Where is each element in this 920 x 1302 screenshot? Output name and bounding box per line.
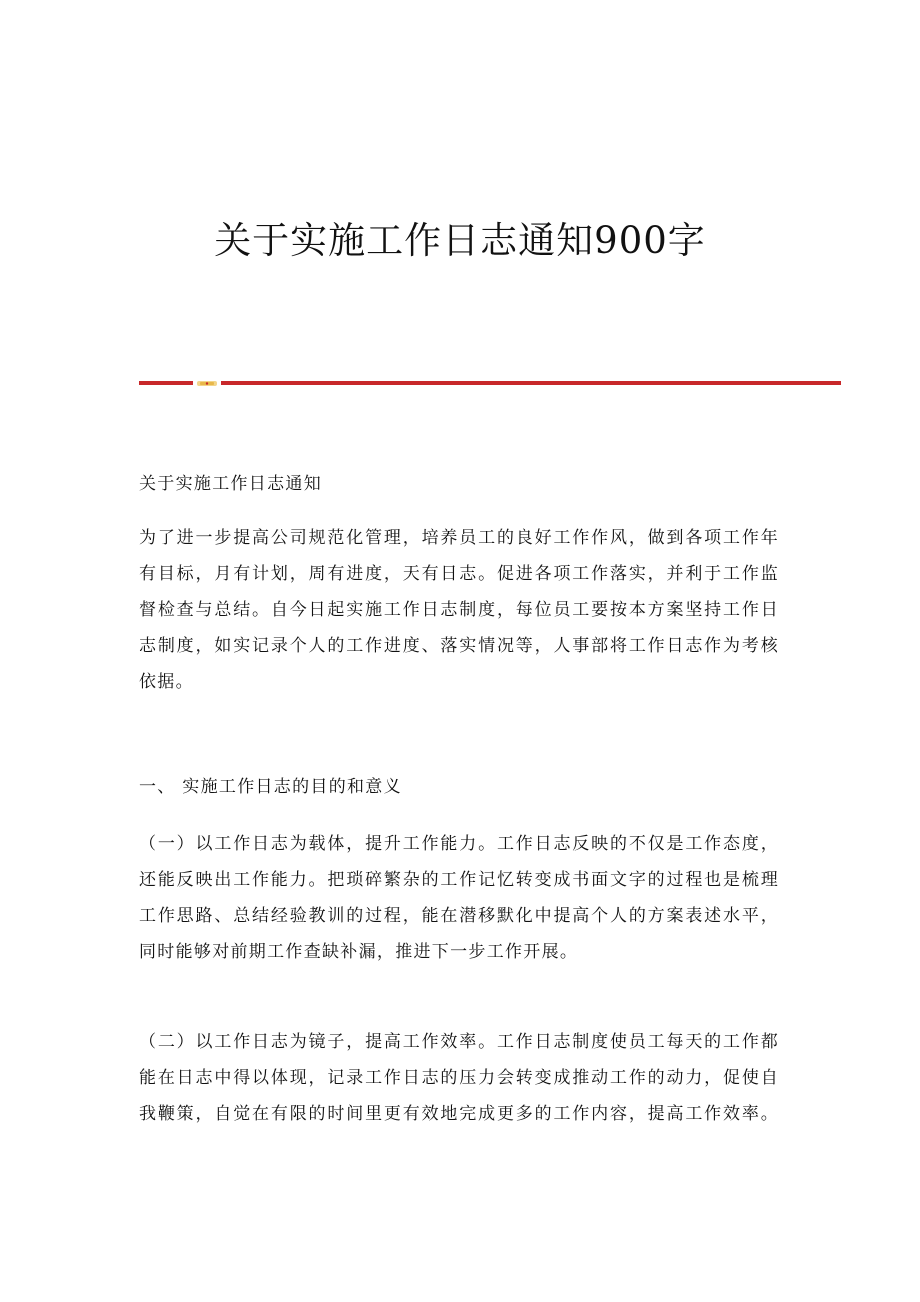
paragraph-2-line: 还能反映出工作能力。把琐碎繁杂的工作记忆转变成书面文字的过程也是梳理 <box>139 870 779 890</box>
paragraph-2-line: （一）以工作日志为载体，提升工作能力。工作日志反映的不仅是工作态度， <box>139 834 779 854</box>
page-title: 关于实施工作日志通知900字 <box>214 219 706 262</box>
intro-heading: 关于实施工作日志通知 <box>139 474 322 494</box>
paragraph-3-line: 能在日志中得以体现，记录工作日志的压力会转变成推动工作的动力，促使自 <box>139 1068 779 1088</box>
paragraph-1 <box>139 520 779 700</box>
paragraph-1-line: 为了进一步提高公司规范化管理，培养员工的良好工作作风，做到各项工作年 <box>139 528 779 548</box>
paragraph-3-line: （二）以工作日志为镜子，提高工作效率。工作日志制度使员工每天的工作都 <box>139 1032 779 1052</box>
divider-right-bar <box>221 381 841 385</box>
paragraph-2-line: 工作思路、总结经验教训的过程，能在潜移默化中提高个人的方案表述水平， <box>139 906 779 926</box>
title-divider <box>139 381 841 387</box>
paragraph-2 <box>139 826 779 970</box>
section-1-heading: 一、 实施工作日志的目的和意义 <box>139 777 402 797</box>
divider-left-bar <box>139 381 193 385</box>
paragraph-3-line: 我鞭策，自觉在有限的时间里更有效地完成更多的工作内容，提高工作效率。 <box>139 1104 779 1124</box>
paragraph-1-line: 依据。 <box>139 672 194 692</box>
paragraph-3 <box>139 1024 779 1132</box>
paragraph-1-line: 志制度，如实记录个人的工作进度、落实情况等，人事部将工作日志作为考核 <box>139 636 779 656</box>
paragraph-1-line: 有目标，月有计划，周有进度，天有日志。促进各项工作落实，并利于工作监 <box>139 564 779 584</box>
paragraph-2-line: 同时能够对前期工作查缺补漏，推进下一步工作开展。 <box>139 942 579 962</box>
divider-ornament-icon <box>197 380 217 387</box>
paragraph-1-line: 督检查与总结。自今日起实施工作日志制度，每位员工要按本方案坚持工作日 <box>139 600 779 620</box>
